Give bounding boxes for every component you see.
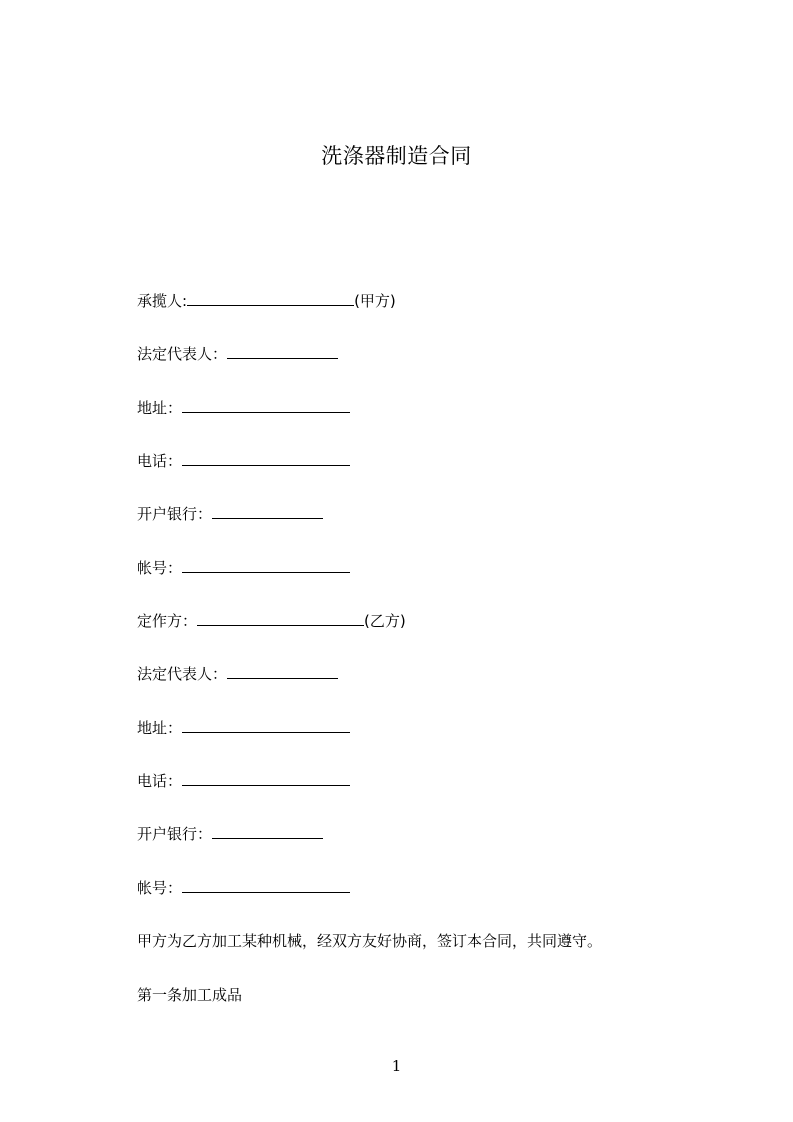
intro-paragraph: 甲方为乙方加工某种机械，经双方友好协商，签订本合同，共同遵守。 xyxy=(137,932,603,950)
document-title: 洗涤器制造合同 xyxy=(321,144,472,168)
party-b-account-label: 帐号： xyxy=(137,879,183,897)
party-b-role-suffix: (乙方) xyxy=(364,612,406,630)
party-b-bank-label: 开户银行： xyxy=(137,825,213,843)
party-b-rep-blank xyxy=(227,664,338,679)
party-b-phone-line xyxy=(137,771,350,791)
party-a-rep-line xyxy=(137,344,338,364)
party-a-phone-label: 电话： xyxy=(137,452,183,470)
party-a-address-line xyxy=(137,398,350,418)
party-b-address-blank xyxy=(182,718,350,733)
article-1-heading: 第一条加工成品 xyxy=(137,986,243,1004)
party-b-address-label: 地址： xyxy=(137,719,183,737)
party-a-address-blank xyxy=(182,398,350,413)
party-b-bank-line xyxy=(137,824,323,844)
party-a-phone-blank xyxy=(182,451,350,466)
party-b-address-line xyxy=(137,718,350,738)
page-number: 1 xyxy=(391,1057,402,1075)
party-a-role-label: 承揽人: xyxy=(137,292,188,310)
party-b-bank-blank xyxy=(212,824,323,839)
party-a-role-suffix: (甲方) xyxy=(354,292,396,310)
party-a-rep-label: 法定代表人： xyxy=(137,345,228,363)
party-b-role-label: 定作方： xyxy=(137,612,198,630)
party-a-address-label: 地址： xyxy=(137,399,183,417)
party-a-bank-blank xyxy=(212,504,323,519)
party-a-bank-label: 开户银行： xyxy=(137,505,213,523)
party-b-rep-line xyxy=(137,664,338,684)
party-b-phone-blank xyxy=(182,771,350,786)
party-a-account-line xyxy=(137,558,350,578)
party-a-account-blank xyxy=(182,558,350,573)
party-b-account-blank xyxy=(182,878,350,893)
party-b-role-line xyxy=(137,611,406,631)
party-a-rep-blank xyxy=(227,344,338,359)
party-a-name-blank xyxy=(187,291,354,306)
party-b-account-line xyxy=(137,878,350,898)
party-a-phone-line xyxy=(137,451,350,471)
party-a-bank-line xyxy=(137,504,323,524)
party-b-rep-label: 法定代表人： xyxy=(137,665,228,683)
party-a-role-line xyxy=(137,291,396,311)
party-a-account-label: 帐号： xyxy=(137,559,183,577)
party-b-name-blank xyxy=(197,611,364,626)
party-b-phone-label: 电话： xyxy=(137,772,183,790)
